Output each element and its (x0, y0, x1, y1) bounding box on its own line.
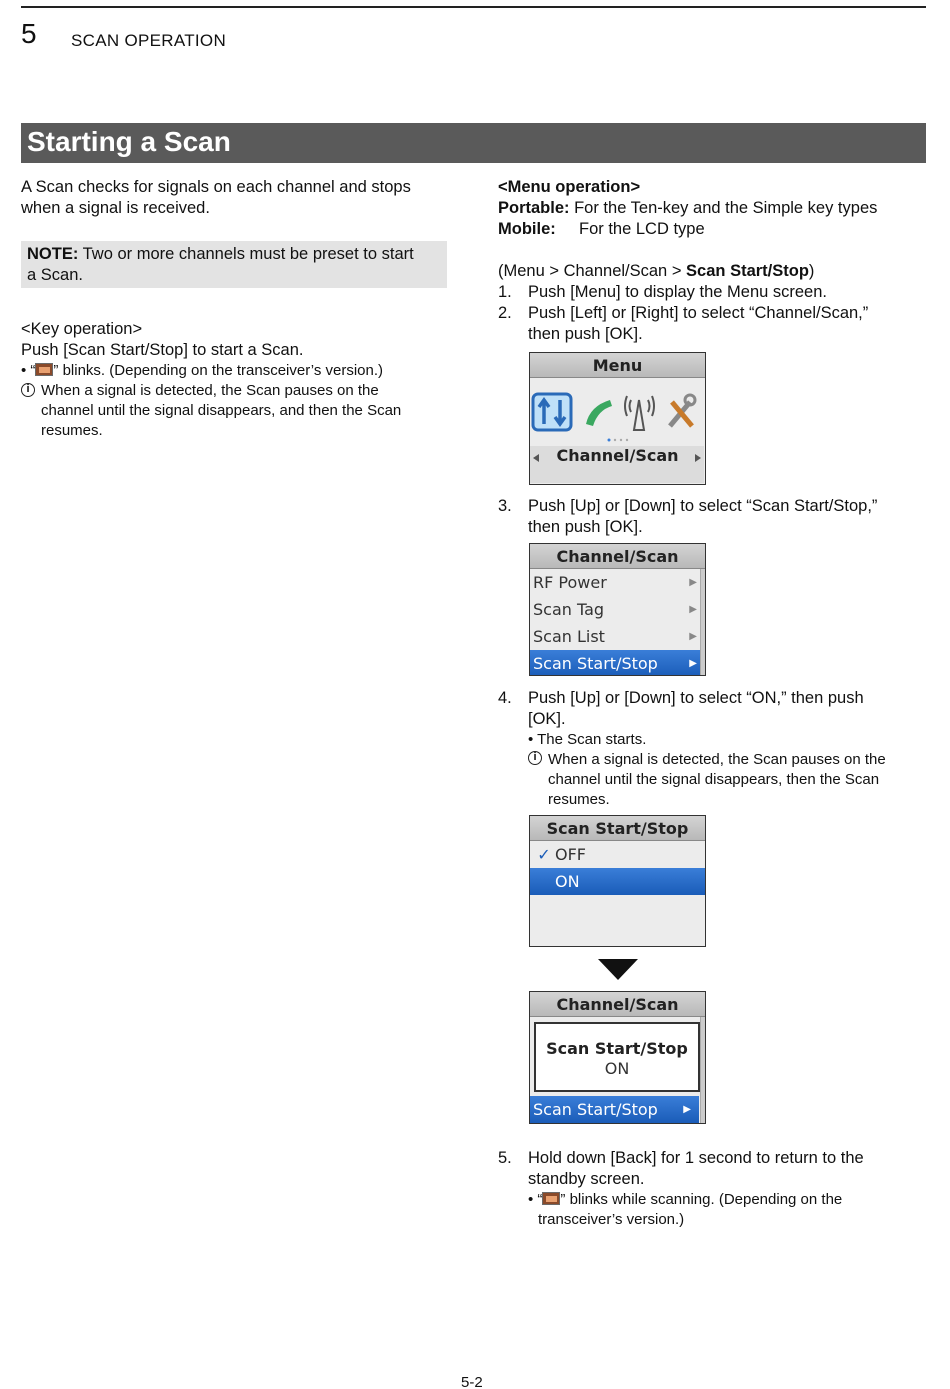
chevron-right-icon: ▶ (689, 658, 697, 669)
page-number: 5-2 (461, 1374, 483, 1389)
info-line-1: When a signal is detected, the Scan pauses on the (548, 751, 886, 768)
list-item (530, 596, 705, 623)
step-text: then push [OK]. (528, 518, 643, 536)
item-label: Scan Start/Stop (533, 654, 658, 673)
info-icon: i (528, 751, 542, 765)
page-dots (608, 439, 629, 442)
menu-icons (530, 378, 704, 483)
intro-line-1: A Scan checks for signals on each channel and stops (21, 178, 411, 196)
menu-selected-label: Channel/Scan (556, 446, 679, 465)
chevron-right-icon: ▶ (689, 577, 697, 588)
item-label: Scan Start/Stop (533, 1100, 658, 1119)
step-number: 3. (498, 497, 512, 515)
menu-operation (498, 177, 928, 345)
checkmark-icon: ✓ (537, 845, 551, 864)
path-post: ) (808, 262, 815, 280)
info-line-2: channel until the signal disappears, and then the Scan (41, 402, 402, 419)
info-line-3: resumes. (548, 791, 610, 808)
mobile-text: For the LCD type (579, 220, 705, 238)
chapter-number: 5 (21, 18, 37, 49)
lcd-menu-screen (529, 352, 706, 485)
bullet-pre: • “ (21, 362, 36, 379)
note-text-2: a Scan. (27, 266, 83, 284)
step-text: Push [Menu] to display the Menu screen. (528, 283, 827, 301)
bullet-post: ” blinks. (Depending on the transceiver’s version.) (53, 362, 384, 379)
list-item-selected (530, 1096, 699, 1123)
bullet-pre: • “ (528, 1191, 543, 1208)
section-title: Starting a Scan (27, 126, 231, 157)
info-line-3: resumes. (41, 422, 103, 439)
path-bold: Scan Start/Stop (686, 262, 809, 280)
step-text: Hold down [Back] for 1 second to return to the (528, 1149, 864, 1167)
step-2 (498, 303, 928, 345)
step-5-bullet (498, 1190, 928, 1210)
popup-box (534, 1022, 700, 1092)
note-label: NOTE: (27, 245, 79, 263)
step-text: [OK]. (528, 710, 566, 728)
mobile-label: Mobile: (498, 220, 556, 238)
key-op-bullet (21, 361, 461, 381)
step-text: Push [Left] or [Right] to select “Channel/Scan,” (528, 304, 869, 322)
portable-text: For the Ten-key and the Simple key types (569, 199, 878, 217)
lcd-title: Channel/Scan (530, 544, 705, 569)
scrollbar (700, 1017, 705, 1123)
info-line-2: channel until the signal disappears, then the Scan (548, 771, 880, 788)
info-icon: i (21, 383, 35, 397)
phone-handset-icon (586, 400, 612, 426)
step-4-info (498, 750, 928, 810)
lcd-channel-scan-screen (529, 543, 706, 676)
scan-icon (35, 363, 53, 376)
step-number: 1. (498, 283, 512, 301)
step-4-bullet: • The Scan starts. (528, 731, 647, 748)
list-item (530, 623, 705, 650)
antenna-tower-icon (625, 396, 654, 430)
item-label: Scan List (533, 627, 605, 646)
popup-title: Scan Start/Stop (546, 1039, 688, 1058)
header-rule (21, 6, 926, 8)
section-title-bar (21, 123, 926, 163)
chevron-right-icon: ▶ (689, 631, 697, 642)
bullet-post: ” blinks while scanning. (Depending on the (560, 1191, 843, 1208)
lcd-result-screen (529, 991, 706, 1124)
item-label: RF Power (533, 573, 607, 592)
step-text: Push [Up] or [Down] to select “Scan Start/Stop,” (528, 497, 878, 515)
portable-label: Portable: (498, 199, 570, 217)
step-text: then push [OK]. (528, 325, 643, 343)
popup-value: ON (604, 1059, 630, 1078)
note-box (21, 241, 447, 288)
step-text: standby screen. (528, 1170, 645, 1188)
option-label: OFF (555, 845, 586, 864)
step-4 (498, 688, 928, 810)
option-label: ON (555, 872, 580, 891)
lcd-title: Channel/Scan (530, 992, 705, 1017)
step-3 (498, 496, 928, 538)
info-line-1: When a signal is detected, the Scan pauses on the (41, 382, 379, 399)
item-label: Scan Tag (533, 600, 605, 619)
scrollbar (700, 569, 705, 675)
step-number: 2. (498, 304, 512, 322)
lcd-scan-start-stop-screen (529, 815, 706, 947)
key-op-heading: <Key operation> (21, 320, 143, 338)
chevron-right-icon: ▶ (689, 604, 697, 615)
lcd-title: Menu (530, 353, 705, 378)
key-op-text: Push [Scan Start/Stop] to start a Scan. (21, 341, 304, 359)
path-pre: (Menu > Channel/Scan > (498, 262, 687, 280)
note-text-1: Two or more channels must be preset to start (78, 245, 414, 263)
menu-op-heading: <Menu operation> (498, 178, 641, 196)
step-number: 5. (498, 1149, 512, 1167)
option-off (530, 841, 705, 868)
lcd-title: Scan Start/Stop (530, 816, 705, 841)
scan-icon (542, 1192, 560, 1205)
step-5-bullet-line-2: transceiver’s version.) (538, 1211, 685, 1228)
option-on-selected (530, 868, 705, 895)
step-5 (498, 1148, 928, 1230)
tools-icon (670, 395, 695, 426)
chevron-right-icon: ▶ (683, 1104, 691, 1115)
up-down-arrows-icon (533, 394, 571, 430)
menu-path (498, 261, 928, 282)
list-item (530, 569, 705, 596)
intro-paragraph (21, 177, 451, 219)
step-1 (498, 282, 928, 303)
key-op-info (21, 381, 461, 441)
down-triangle-icon (598, 959, 638, 981)
key-operation (21, 319, 461, 441)
list-item-selected (530, 650, 705, 676)
chapter-title: SCAN OPERATION (71, 31, 227, 50)
step-text: Push [Up] or [Down] to select “ON,” then push (528, 689, 864, 707)
intro-line-2: when a signal is received. (21, 199, 210, 217)
step-number: 4. (498, 689, 512, 707)
